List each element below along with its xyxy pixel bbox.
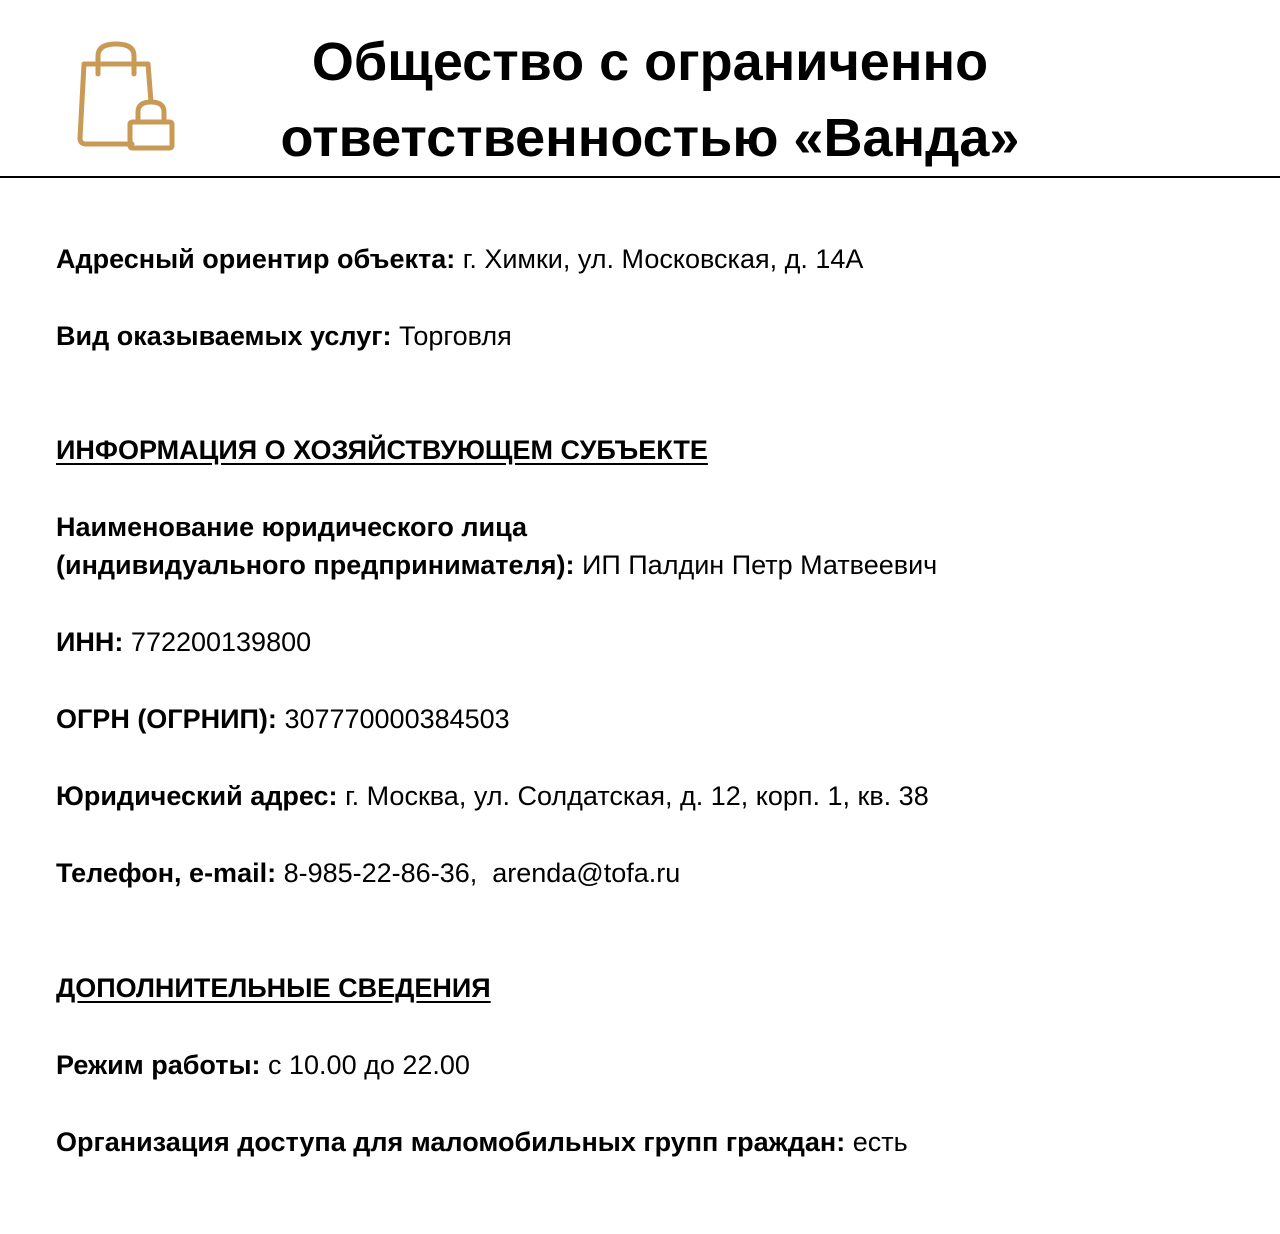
- entity-name-row: [56, 508, 937, 584]
- ogrn-value: 307770000384503: [284, 704, 510, 734]
- services-row: [56, 317, 512, 355]
- working-hours-row: [56, 1046, 470, 1084]
- contacts-row: [56, 854, 680, 892]
- page-title: [200, 24, 1100, 176]
- object-address-label: Адресный ориентир объекта:: [56, 244, 456, 274]
- inn-label: ИНН:: [56, 627, 124, 657]
- title-line-1: Общество с ограниченно: [311, 32, 989, 92]
- legal-address-label: Юридический адрес:: [56, 781, 338, 811]
- services-value: Торговля: [398, 321, 512, 351]
- ogrn-row: [56, 700, 510, 738]
- working-hours-label: Режим работы:: [56, 1050, 261, 1080]
- contacts-label: Телефон, e-mail:: [56, 858, 277, 888]
- accessibility-value: есть: [852, 1127, 908, 1157]
- inn-row: [56, 623, 311, 661]
- legal-address-value: г. Москва, ул. Солдатская, д. 12, корп. 1, кв. 38: [345, 781, 929, 811]
- working-hours-value: с 10.00 до 22.00: [268, 1050, 470, 1080]
- entity-name-label-line-1: Наименование юридического лица: [56, 512, 528, 542]
- object-address-row: [56, 240, 863, 278]
- entity-name-label-line-2: (индивидуального предпринимателя):: [56, 550, 575, 580]
- entity-section-title: ИНФОРМАЦИЯ О ХОЗЯЙСТВУЮЩЕМ СУБЪЕКТЕ: [56, 435, 708, 465]
- inn-value: 772200139800: [130, 627, 312, 657]
- title-line-2: ответственностью «Ванда»: [280, 108, 1020, 168]
- ogrn-label: ОГРН (ОГРНИП):: [56, 704, 277, 734]
- accessibility-label: Организация доступа для маломобильных групп граждан:: [56, 1127, 846, 1157]
- services-label: Вид оказываемых услуг:: [56, 321, 392, 351]
- document-header: [0, 0, 1280, 178]
- legal-address-row: [56, 777, 929, 815]
- contacts-value: 8-985-22-86-36, arenda@tofa.ru: [283, 858, 681, 888]
- object-address-value: г. Химки, ул. Московская, д. 14А: [462, 244, 864, 274]
- entity-name-value: ИП Палдин Петр Матвеевич: [581, 550, 938, 580]
- accessibility-row: [56, 1123, 908, 1161]
- shopping-bag-lock-icon: [74, 40, 178, 154]
- additional-section-title: ДОПОЛНИТЕЛЬНЫЕ СВЕДЕНИЯ: [56, 973, 491, 1003]
